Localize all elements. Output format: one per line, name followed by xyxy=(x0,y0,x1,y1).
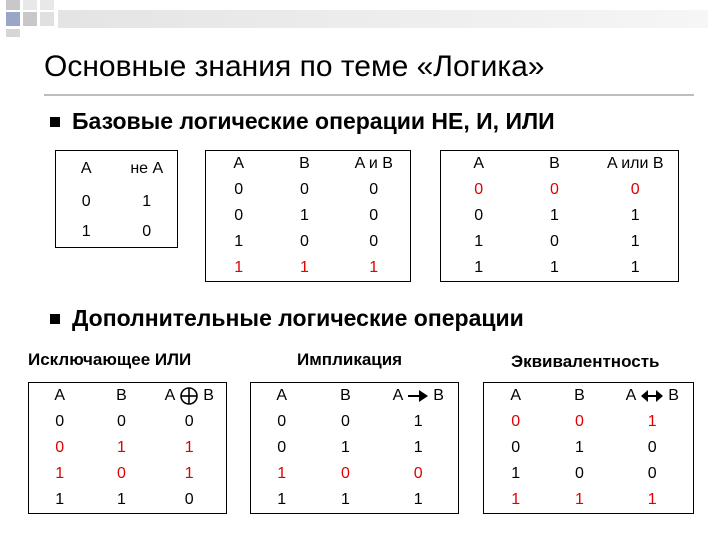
header-cell: B xyxy=(574,387,585,404)
header-cell: B xyxy=(116,387,127,404)
operand-a: A xyxy=(392,387,403,404)
header-cell: A xyxy=(510,387,522,404)
table-cell: 0 xyxy=(550,181,559,198)
header-cell: B xyxy=(299,155,310,172)
table-cell: 0 xyxy=(184,491,194,508)
table-cell: 1 xyxy=(234,259,244,276)
table-cell: 0 xyxy=(341,413,350,430)
table-cell: 0 xyxy=(277,439,287,456)
table-cell: 1 xyxy=(55,465,65,482)
truth-table-implication xyxy=(250,382,459,514)
caption-equivalence: Эквивалентность xyxy=(511,352,660,371)
table-cell: 0 xyxy=(550,233,559,250)
deco-square xyxy=(40,0,54,10)
table-cell: 1 xyxy=(413,439,423,456)
table-cell: 0 xyxy=(575,413,584,430)
operand-b: B xyxy=(203,387,214,404)
table-cell: 1 xyxy=(81,223,91,240)
deco-square xyxy=(23,0,37,10)
header-cell: B xyxy=(340,387,351,404)
deco-square xyxy=(6,12,20,26)
xor-symbol-icon xyxy=(179,386,199,406)
operand-b: B xyxy=(433,387,444,404)
table-cell: 0 xyxy=(369,207,379,224)
table-cell: 1 xyxy=(550,259,559,276)
table-cell: 1 xyxy=(630,233,640,250)
table-cell: 0 xyxy=(117,413,126,430)
header-cell: A xyxy=(276,387,288,404)
table-cell: 1 xyxy=(184,465,194,482)
table-cell: 0 xyxy=(647,465,657,482)
table-cell: 0 xyxy=(277,413,287,430)
table-cell: 1 xyxy=(575,439,584,456)
table-cell: 1 xyxy=(117,439,126,456)
header-cell: A xyxy=(54,387,66,404)
caption-implication: Импликация xyxy=(297,350,403,369)
header-cell-implication xyxy=(379,383,459,410)
table-cell: 0 xyxy=(511,439,521,456)
truth-table-or xyxy=(440,150,679,282)
header-cell-equivalence xyxy=(612,383,694,410)
header-cell: B xyxy=(549,155,560,172)
section-heading-basic: Базовые логические операции НЕ, И, ИЛИ xyxy=(72,108,555,134)
deco-square xyxy=(23,12,37,26)
page-title: Основные знания по теме «Логика» xyxy=(44,50,545,83)
table-cell: 1 xyxy=(300,259,309,276)
header-cell-xor xyxy=(153,383,227,410)
header-cell: не A xyxy=(130,160,164,177)
title-divider xyxy=(44,94,694,96)
table-cell: 0 xyxy=(234,181,244,198)
table-cell: 1 xyxy=(630,259,640,276)
table-cell: 1 xyxy=(575,491,584,508)
table-cell: 1 xyxy=(341,491,350,508)
table-cell: 0 xyxy=(575,465,584,482)
table-cell: 0 xyxy=(369,181,379,198)
table-cell: 1 xyxy=(550,207,559,224)
double-arrow-icon xyxy=(640,388,664,404)
table-cell: 1 xyxy=(234,233,244,250)
table-cell: 1 xyxy=(277,491,287,508)
truth-table-and xyxy=(205,150,411,282)
truth-table-not xyxy=(55,150,178,248)
table-cell: 0 xyxy=(55,413,65,430)
table-cell: 0 xyxy=(341,465,350,482)
deco-bar xyxy=(58,10,708,28)
table-cell: 0 xyxy=(511,413,521,430)
table-cell: 0 xyxy=(117,465,126,482)
operand-b: B xyxy=(668,387,679,404)
table-cell: 0 xyxy=(300,181,309,198)
deco-square xyxy=(6,29,20,37)
bullet-icon xyxy=(50,117,60,127)
section-heading-additional: Дополнительные логические операции xyxy=(72,305,524,331)
table-cell: 1 xyxy=(300,207,309,224)
table-cell: 1 xyxy=(474,259,484,276)
table-cell: 1 xyxy=(647,413,657,430)
table-cell: 0 xyxy=(81,193,91,210)
arrow-right-icon xyxy=(407,388,429,404)
table-cell: 1 xyxy=(511,491,521,508)
table-cell: 0 xyxy=(630,181,640,198)
table-cell: 0 xyxy=(474,207,484,224)
deco-square xyxy=(40,12,54,26)
operand-a: A xyxy=(164,387,175,404)
table-cell: 1 xyxy=(117,491,126,508)
bullet-icon xyxy=(50,314,60,324)
header-cell: A xyxy=(233,155,245,172)
table-cell: 1 xyxy=(369,259,379,276)
table-cell: 0 xyxy=(184,413,194,430)
operand-a: A xyxy=(625,387,636,404)
table-cell: 1 xyxy=(474,233,484,250)
table-cell: 1 xyxy=(184,439,194,456)
table-cell: 1 xyxy=(341,439,350,456)
table-cell: 0 xyxy=(474,181,484,198)
table-cell: 0 xyxy=(142,223,152,240)
truth-table-xor xyxy=(28,382,227,514)
deco-square xyxy=(6,0,20,10)
table-cell: 1 xyxy=(630,207,640,224)
table-cell: 1 xyxy=(413,491,423,508)
table-cell: 1 xyxy=(142,193,152,210)
table-cell: 0 xyxy=(300,233,309,250)
header-cell: A xyxy=(80,160,92,177)
caption-xor: Исключающее ИЛИ xyxy=(28,350,192,369)
header-cell: A или B xyxy=(606,155,664,172)
table-cell: 1 xyxy=(277,465,287,482)
table-cell: 0 xyxy=(647,439,657,456)
table-cell: 0 xyxy=(55,439,65,456)
header-cell: A xyxy=(473,155,485,172)
table-cell: 1 xyxy=(413,413,423,430)
table-cell: 1 xyxy=(511,465,521,482)
table-cell: 0 xyxy=(369,233,379,250)
table-cell: 1 xyxy=(647,491,657,508)
table-cell: 0 xyxy=(234,207,244,224)
header-cell: A и B xyxy=(354,155,393,172)
truth-table-equivalence xyxy=(483,382,694,514)
table-cell: 1 xyxy=(55,491,65,508)
table-cell: 0 xyxy=(413,465,423,482)
